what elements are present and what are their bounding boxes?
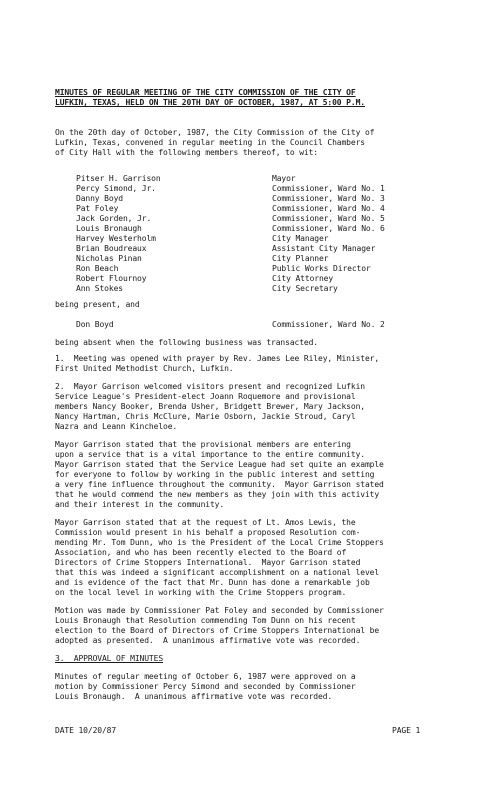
service-paragraph-line: Mayor Garrison stated that the provisional members are entering [55, 440, 351, 449]
service-paragraph-line: upon a service that is a vital importance to the entire community. [55, 450, 365, 459]
footer-page-number: PAGE 1 [392, 726, 421, 735]
crimestoppers-paragraph-line: Association, and who has been recently elected to the Board of [55, 548, 347, 557]
attendee-title: City Attorney [272, 274, 334, 283]
attendee-title: Commissioner, Ward No. 5 [272, 214, 385, 223]
crimestoppers-paragraph-line: that this was indeed a significant accomplishment on a national level [55, 568, 380, 577]
attendee-title: Commissioner, Ward No. 1 [272, 184, 385, 193]
service-paragraph-line: Mayor Garrison stated that the Service League had set quite an example [55, 460, 384, 469]
crimestoppers-paragraph-line: Mayor Garrison stated that at the request of Lt. Amos Lewis, the [55, 518, 356, 527]
item-1-line: 1. Meeting was opened with prayer by Rev. James Lee Riley, Minister, [55, 354, 380, 363]
minutes-paragraph-line: motion by Commissioner Percy Simond and seconded by Commissioner [55, 682, 356, 691]
motion-paragraph-line: election to the Board of Directors of Crime Stoppers International be [55, 626, 380, 635]
attendee-title: Mayor [272, 174, 296, 183]
item-1-line: First United Methodist Church, Lufkin. [55, 364, 234, 373]
service-paragraph-line: that he would commend the new members as they join with this activity [55, 490, 380, 499]
intro-line: of City Hall with the following members thereof, to wit: [55, 148, 318, 157]
intro-line: On the 20th day of October, 1987, the City Commission of the City of [55, 128, 375, 137]
attendee-name: Ron Beach [76, 264, 119, 273]
service-paragraph-line: and their interest in the community. [55, 500, 225, 509]
attendee-name: Pitser H. Garrison [76, 174, 161, 183]
item-2-line: members Nancy Booker, Brenda Usher, Bridgett Brewer, Mary Jackson, [55, 402, 365, 411]
item-2-line: Nazra and Leann Kincheloe. [55, 422, 178, 431]
attendee-name: Nicholas Pinan [76, 254, 142, 263]
absent-name: Don Boyd [76, 320, 114, 329]
attendee-name: Louis Bronaugh [76, 224, 142, 233]
being-absent-text: being absent when the following business was transacted. [55, 338, 318, 347]
motion-paragraph-line: Louis Bronaugh that Resolution commending Tom Dunn on his recent [55, 616, 356, 625]
attendee-name: Brian Boudreaux [76, 244, 147, 253]
absent-title: Commissioner, Ward No. 2 [272, 320, 385, 329]
attendee-title: Commissioner, Ward No. 3 [272, 194, 385, 203]
attendee-title: Commissioner, Ward No. 6 [272, 224, 385, 233]
attendee-title: Public Works Director [272, 264, 371, 273]
attendee-name: Robert Flournoy [76, 274, 147, 283]
attendee-name: Ann Stokes [76, 284, 123, 293]
motion-paragraph-line: adopted as presented. A unanimous affirmative vote was recorded. [55, 636, 361, 645]
being-present-text: being present, and [55, 300, 140, 309]
service-paragraph-line: a very fine influence throughout the community. Mayor Garrison stated [55, 480, 384, 489]
service-paragraph-line: for everyone to follow by working in the public interest and setting [55, 470, 375, 479]
attendee-title: City Manager [272, 234, 329, 243]
attendee-title: City Planner [272, 254, 329, 263]
attendee-name: Percy Simond, Jr. [76, 184, 156, 193]
attendee-name: Pat Foley [76, 204, 119, 213]
crimestoppers-paragraph-line: mending Mr. Tom Dunn, who is the President of the Local Crime Stoppers [55, 538, 384, 547]
header-line-1: MINUTES OF REGULAR MEETING OF THE CITY COMMISSION OF THE CITY OF [55, 88, 356, 97]
attendee-title: Commissioner, Ward No. 4 [272, 204, 385, 213]
item-2-line: Nancy Hartman, Chris McClure, Marie Osborn, Jackie Stroud, Caryl [55, 412, 356, 421]
header-line-2: LUFKIN, TEXAS, HELD ON THE 20TH DAY OF OCTOBER, 1987, AT 5:00 P.M. [55, 98, 365, 107]
motion-paragraph-line: Motion was made by Commissioner Pat Foley and seconded by Commissioner [55, 606, 384, 615]
attendee-title: City Secretary [272, 284, 338, 293]
crimestoppers-paragraph-line: Commission would present in his behalf a proposed Resolution com- [55, 528, 361, 537]
item-3-heading: 3. APPROVAL OF MINUTES [55, 654, 164, 663]
crimestoppers-paragraph-line: on the local level in working with the Crime Stoppers program. [55, 588, 347, 597]
crimestoppers-paragraph-line: Directors of Crime Stoppers International. Mayor Garrison stated [55, 558, 361, 567]
minutes-paragraph-line: Louis Bronaugh. A unanimous affirmative vote was recorded. [55, 692, 333, 701]
minutes-paragraph-line: Minutes of regular meeting of October 6, 1987 were approved on a [55, 672, 356, 681]
attendee-title: Assistant City Manager [272, 244, 376, 253]
crimestoppers-paragraph-line: and is evidence of the fact that Mr. Dunn has done a remarkable job [55, 578, 370, 587]
intro-line: Lufkin, Texas, convened in regular meeting in the Council Chambers [55, 138, 365, 147]
attendee-name: Harvey Westerholm [76, 234, 156, 243]
attendee-name: Jack Gorden, Jr. [76, 214, 152, 223]
footer-date: DATE 10/20/87 [55, 726, 117, 735]
item-2-line: Service League's President-elect Joann Roquemore and provisional [55, 392, 356, 401]
item-2-line: 2. Mayor Garrison welcomed visitors present and recognized Lufkin [55, 382, 365, 391]
attendee-name: Danny Boyd [76, 194, 123, 203]
